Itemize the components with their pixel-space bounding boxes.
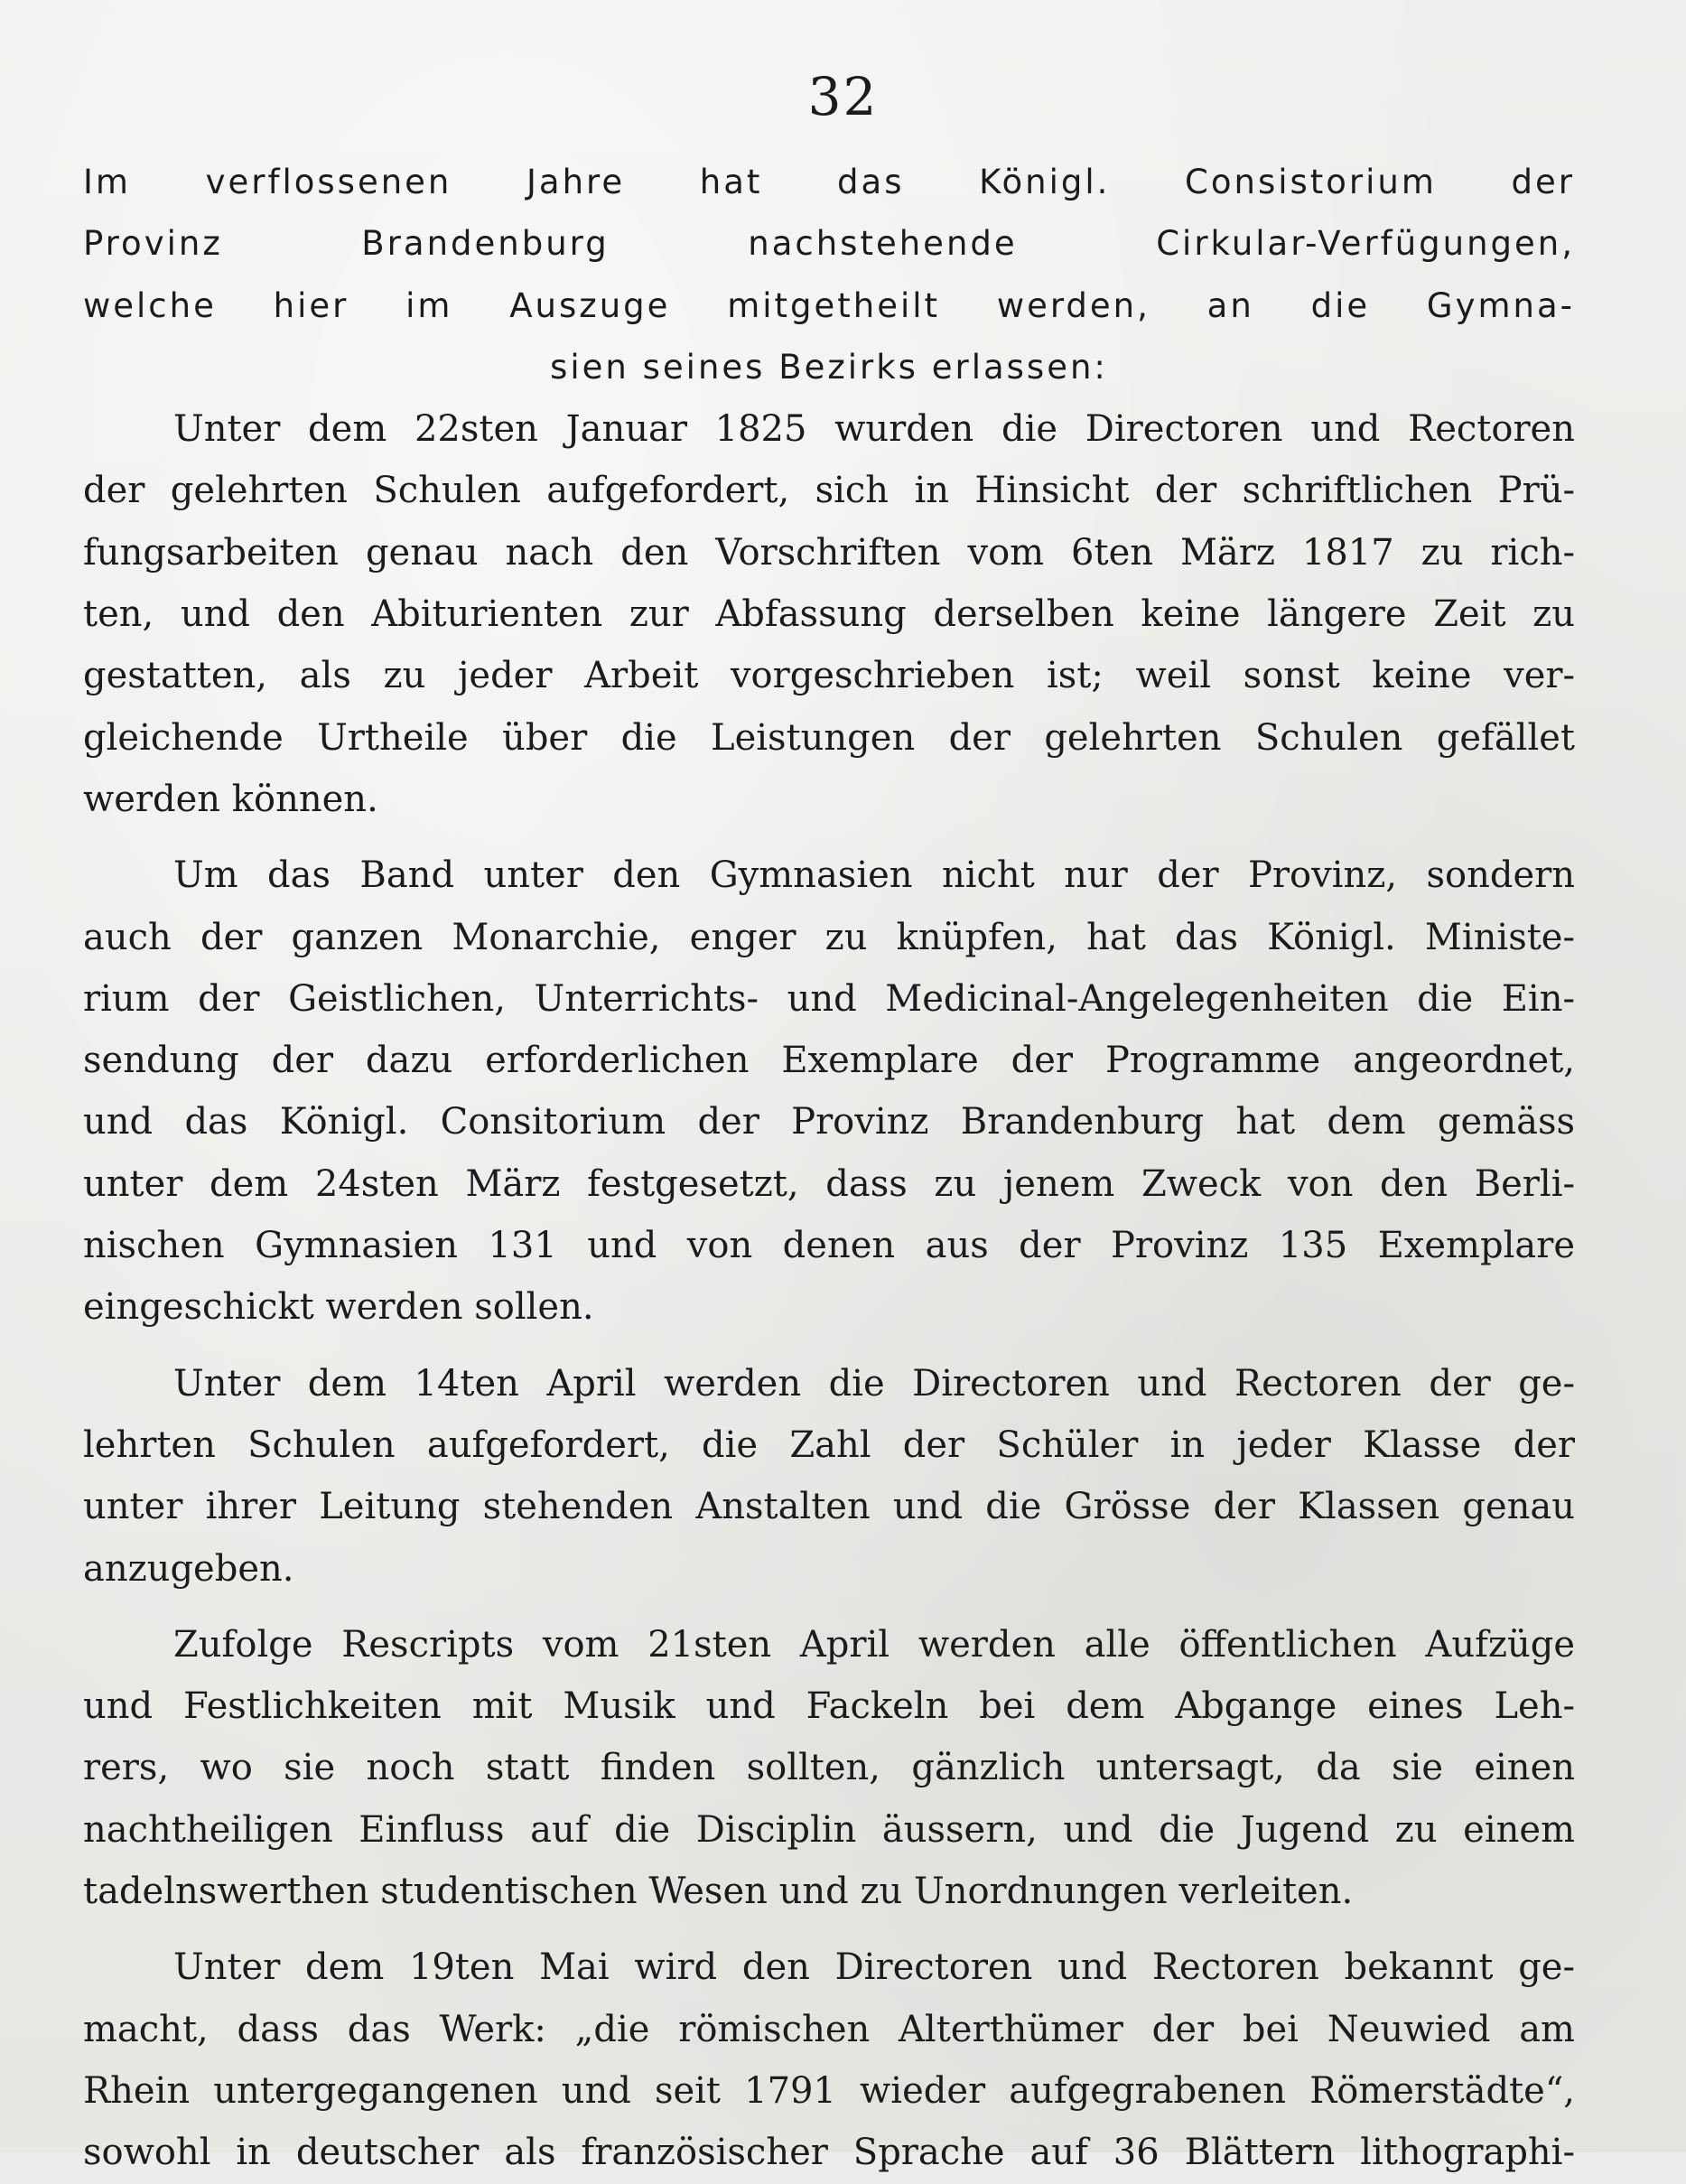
text-line: sendung der dazu erforderlichen Exemplare der Programme angeordnet, [83,1040,1575,1082]
text-line: rium der Geistlichen, Unterrichts- und Medicinal-Angelegenheiten die Ein- [83,977,1575,1020]
text-line: und Festlichkeiten mit Musik und Fackeln bei dem Abgange eines Leh- [83,1685,1575,1728]
heading-block [83,152,1575,398]
text-line: gleichende Urtheile über die Leistungen der gelehrten Schulen gefället [83,716,1575,759]
paragraph-gap [83,1600,1575,1614]
paragraph-gap [83,830,1575,845]
text-line: anzugeben. [83,1547,294,1590]
text-line: Unter dem 19ten Mai wird den Directoren und Rectoren bekannt ge- [173,1946,1575,1989]
text-line: eingeschickt werden sollen. [83,1286,594,1329]
text-line: Unter dem 22sten Januar 1825 wurden die Directoren und Rectoren [173,408,1575,451]
paragraph-gap [83,1339,1575,1353]
text-line: werden können. [83,778,378,820]
text-line: gestatten, als zu jeder Arbeit vorgeschrieben ist; weil sonst keine ver- [83,655,1575,697]
text-line: fungsarbeiten genau nach den Vorschriften vom 6ten März 1817 zu rich- [83,531,1575,574]
heading-line: Provinz Brandenburg nachstehende Cirkular-Verfügungen, [83,224,1575,264]
text-line: nischen Gymnasien 131 und von denen aus der Provinz 135 Exemplare [83,1225,1575,1267]
text-line: lehrten Schulen aufgefordert, die Zahl der Schüler in jeder Klasse der [83,1423,1575,1466]
text-line: auch der ganzen Monarchie, enger zu knüpfen, hat das Königl. Ministe- [83,916,1575,958]
text-line: sowohl in deutscher als französischer Sprache auf 36 Blättern lithographi- [83,2132,1575,2174]
page-text [83,152,1575,2184]
text-line: nachtheiligen Einfluss auf die Disciplin äussern, und die Jugend zu einem [83,1808,1575,1851]
heading-line: sien seines Bezirks erlassen: [550,347,1108,387]
paragraph [83,1614,1575,1922]
text-line: rers, wo sie noch statt finden sollten, gänzlich untersagt, da sie einen [83,1747,1575,1789]
heading-line: Im verflossenen Jahre hat das Königl. Consistorium der [83,163,1575,201]
heading-line: welche hier im Auszuge mitgetheilt werden, an die Gymna- [83,285,1575,325]
text-line: ten, und den Abiturienten zur Abfassung derselben keine längere Zeit zu [83,593,1575,636]
paragraph [83,845,1575,1338]
page-number: 32 [807,66,879,127]
text-line: tadelnswerthen studentischen Wesen und zu Unordnungen verleiten. [83,1871,1354,1913]
text-line: Unter dem 14ten April werden die Directoren und Rectoren der ge- [173,1362,1575,1405]
text-line: unter dem 24sten März festgesetzt, dass zu jenem Zweck von den Berli- [83,1162,1575,1205]
text-line: der gelehrten Schulen aufgefordert, sich in Hinsicht der schriftlichen Prü- [83,470,1575,512]
paragraph [83,1937,1575,2183]
paragraph [83,398,1575,830]
paragraph [83,1353,1575,1600]
paragraph-gap [83,1922,1575,1937]
text-line: Um das Band unter den Gymnasien nicht nur der Provinz, sondern [173,854,1575,897]
text-line: unter ihrer Leitung stehenden Anstalten und die Grösse der Klassen genau [83,1486,1575,1528]
text-line: und das Königl. Consitorium der Provinz Brandenburg hat dem gemäss [83,1101,1575,1143]
text-line: Rhein untergegangenen und seit 1791 wieder aufgegrabenen Römerstädte“, [83,2069,1575,2112]
text-line: Zufolge Rescripts vom 21sten April werden alle öffentlichen Aufzüge [173,1623,1575,1666]
text-line: macht, dass das Werk: „die römischen Alterthümer der bei Neuwied am [83,2008,1575,2050]
